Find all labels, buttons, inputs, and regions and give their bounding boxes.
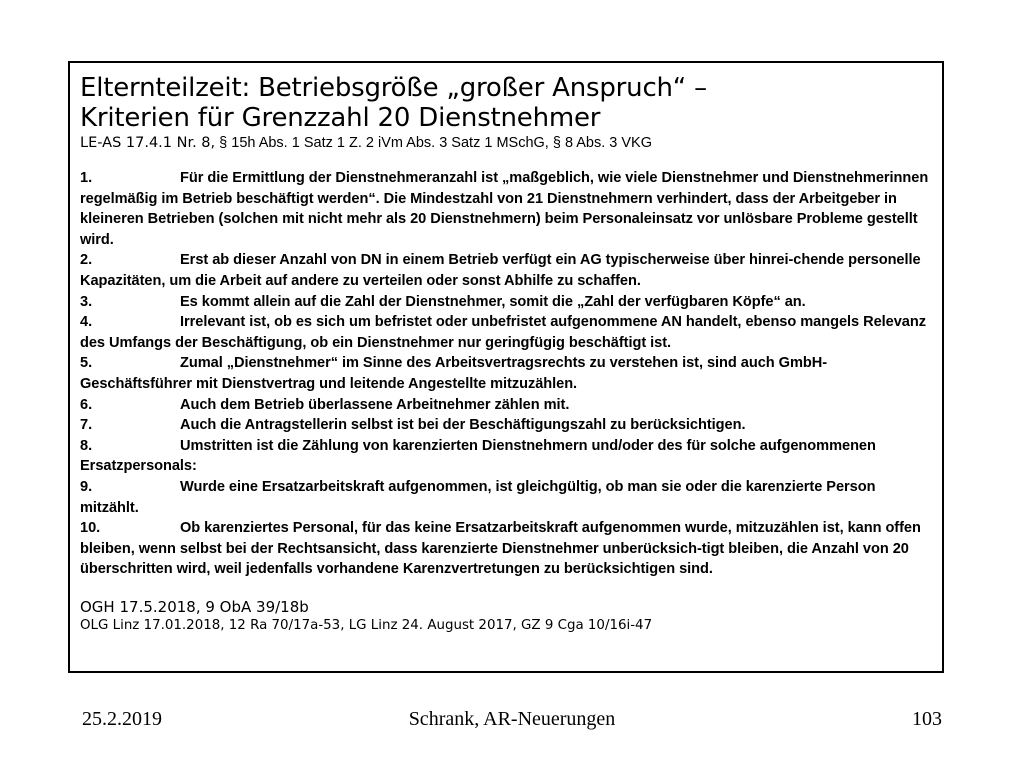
item-number: 9. [80, 478, 93, 495]
item-text: Auch die Antragstellerin selbst ist bei der Beschäftigungszahl zu berücksichtigen. [180, 417, 746, 434]
item-text: Auch dem Betrieb überlassene Arbeitnehmer zählen mit. [180, 396, 570, 413]
item-number: 1. [80, 170, 93, 186]
case-references [80, 598, 932, 634]
item-text: Irrelevant ist, ob es sich um befristet oder unbefristet aufgenommene AN handelt, ebenso mangels Relevanz des Umfangs der Beschäftigung, ob ein Dienstnehmer nur geringfügig beschäftigt ist. [80, 314, 926, 351]
item-number: 8. [80, 437, 93, 454]
content-box [68, 61, 944, 673]
item-text: Erst ab dieser Anzahl von DN in einem Betrieb verfügt ein AG typischerweise über hinrei-chende personelle Kapazitäten, um die Arbeit auf andere zu verteilen oder sonst Abhilfe zu schaffen. [80, 252, 921, 289]
court-reference-ogh: OGH 17.5.2018, 9 ObA 39/18b [80, 597, 309, 616]
list-item [80, 436, 932, 477]
item-number: 10. [80, 520, 101, 537]
list-item [80, 415, 932, 436]
court-reference-olg: OLG Linz 17.01.2018, 12 Ra 70/17a-53, LG Linz 24. August 2017, GZ 9 Cga 10/16i-47 [80, 617, 653, 633]
page-number: 103 [912, 708, 942, 730]
legal-reference-part-a: LE-AS 17.4.1 Nr. 8, [80, 135, 216, 151]
list-item [80, 353, 932, 394]
legal-reference [80, 134, 932, 152]
list-item [80, 395, 932, 416]
item-list [80, 168, 932, 580]
footer-date: 25.2.2019 [82, 708, 162, 730]
item-number: 7. [80, 417, 93, 434]
list-item [80, 477, 932, 518]
list-item [80, 250, 932, 291]
list-item [80, 292, 932, 313]
item-number: 2. [80, 252, 93, 269]
item-text: Umstritten ist die Zählung von karenzierten Dienstnehmern und/oder des für solche aufgenommenen Ersatzpersonals: [80, 437, 876, 475]
item-number: 3. [80, 293, 93, 310]
footer-author: Schrank, AR-Neuerungen [408, 708, 616, 730]
title-line-1: Elternteilzeit: Betriebsgröße „großer Anspruch“ – [80, 73, 707, 103]
item-text: Es kommt allein auf die Zahl der Dienstnehmer, somit die „Zahl der verfügbaren Köpfe“ an. [180, 293, 806, 310]
slide-title [80, 73, 932, 133]
list-item [80, 168, 932, 250]
item-text: Zumal „Dienstnehmer“ im Sinne des Arbeitsvertragsrechts zu verstehen ist, sind auch GmbH-Geschäftsführer mit Dienstvertrag und leitende Angestellte mitzuzählen. [80, 355, 828, 392]
item-text: Für die Ermittlung der Dienstnehmeranzahl ist „maßgeblich, wie viele Dienstnehmer und Dienstnehmerinnen regelmäßig im Betrieb beschäftigt werden“. Die Mindestzahl von 21 Dienstnehmern verhindert, dass der Arbeitgeber in kleineren Betrieben (solchen mit nicht mehr als 20 Dienstnehmern) beim Personaleinsatz vor unlösbare Probleme gestellt wird. [80, 170, 929, 248]
list-item [80, 312, 932, 353]
item-number: 6. [80, 396, 93, 413]
item-number: 5. [80, 355, 93, 372]
title-line-2: Kriterien für Grenzzahl 20 Dienstnehmer [80, 103, 601, 133]
item-number: 4. [80, 314, 93, 331]
list-item [80, 518, 932, 580]
item-text: Wurde eine Ersatzarbeitskraft aufgenommen, ist gleichgültig, ob man sie oder die karenzierte Person mitzählt. [80, 478, 876, 516]
item-text: Ob karenziertes Personal, für das keine Ersatzarbeitskraft aufgenommen wurde, mitzuzählen ist, kann offen bleiben, wenn selbst bei der Rechtsansicht, dass karenzierte Dienstnehmer unberücksich-tigt bleiben, die Anzahl von 20 überschritten wird, weil jedenfalls vorhandene Karenzvertretungen zu berücksichtigen sind. [80, 520, 921, 578]
legal-reference-part-b: § 15h Abs. 1 Satz 1 Z. 2 iVm Abs. 3 Satz 1 MSchG, § 8 Abs. 3 VKG [215, 135, 652, 151]
